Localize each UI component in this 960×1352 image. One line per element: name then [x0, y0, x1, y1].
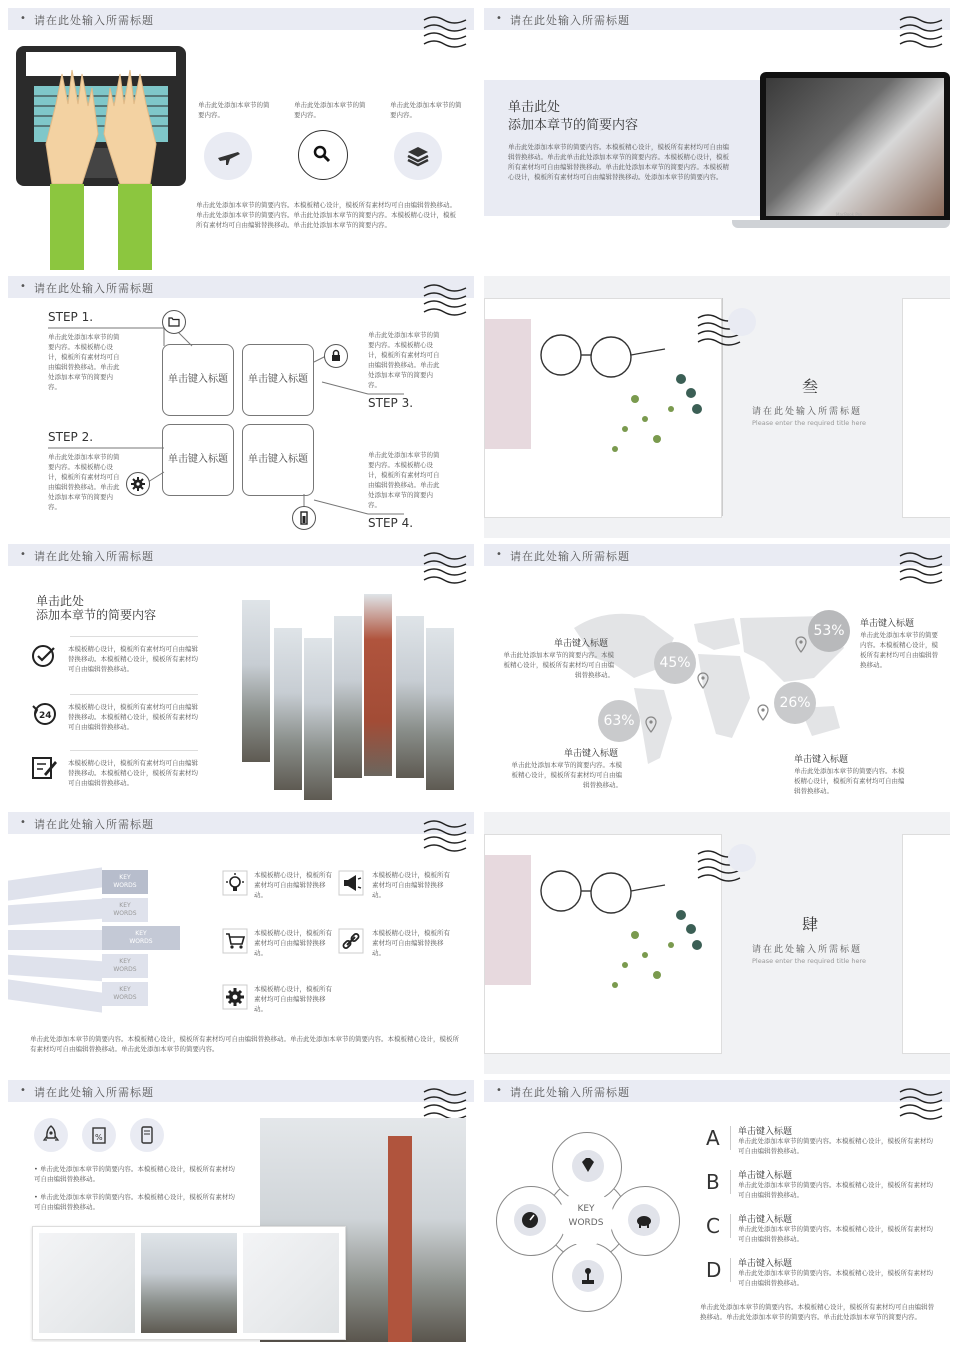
letter-d: D [706, 1258, 722, 1282]
keyword-label-2: KEY WORDS [102, 898, 148, 922]
slide-header: • 请在此处输入所需标题 [8, 544, 474, 566]
step-4-text: 单击此处添加本章节的简要内容。本模板精心设计，模板所有素材均可自由编辑替换移动。单击此处添加本章节的简要内容。 [368, 451, 440, 509]
step-2-label: STEP 2. [48, 430, 94, 444]
text-3: 单击此处添加本章节的简要内容。本模板精心设计，模板所有素材均可自由编辑替换移动。 [511, 761, 622, 789]
keyword-label-4: KEY WORDS [102, 954, 148, 978]
slide-header: • 请在此处输入所需标题 [8, 812, 474, 834]
divider-3 [70, 750, 198, 751]
item-text-2: 本模板精心设计，模板所有素材均可自由编辑替换移动。本模板精心设计，模板所有素材均可自由编辑替换移动。 [68, 703, 198, 731]
feature-5-text: 本模板精心设计，模板所有素材均可自由编辑替换移动。 [254, 985, 332, 1013]
bridge-strip-1 [242, 600, 270, 762]
pin-icon [696, 672, 710, 690]
discount-icon [82, 1118, 116, 1152]
piggy-bank-icon [628, 1204, 660, 1236]
header-title: 请在此处输入所需标题 [34, 550, 154, 563]
divider-2 [70, 694, 198, 695]
item-text-1: 本模板精心设计，模板所有素材均可自由编辑替换移动。本模板精心设计，模板所有素材均可自由编辑替换移动。 [68, 645, 198, 673]
text-d: 单击此处添加本章节的简要内容。本模板精心设计，模板所有素材均可自由编辑替换移动。 [738, 1269, 933, 1287]
diamond-icon [572, 1150, 604, 1182]
lightbulb-icon [222, 870, 248, 896]
feature-3-text: 本模板精心设计，模板所有素材均可自由编辑替换移动。 [254, 929, 332, 957]
text-1: 单击此处添加本章节的简要内容。本模板精心设计，模板所有素材均可自由编辑替换移动。 [503, 651, 614, 679]
layers-icon [394, 132, 442, 180]
letter-c: C [706, 1214, 720, 1238]
divider-1 [70, 636, 198, 637]
key-bar-1 [8, 867, 102, 900]
label-1: 单击键入标题 [554, 639, 609, 649]
step-1-label: STEP 1. [48, 310, 94, 324]
stat-45-value: 45% [659, 655, 691, 671]
rocket-icon [34, 1118, 68, 1152]
bridge-tower [388, 1136, 412, 1342]
wave-decoration [422, 14, 468, 48]
bridge-strip-4 [334, 616, 362, 778]
divider-d [730, 1258, 731, 1282]
key-bar-4 [8, 955, 102, 982]
slide-header: • 请在此处输入所需标题 [484, 544, 950, 566]
step-2-text: 单击此处添加本章节的简要内容。本模板精心设计，模板所有素材均可自由编辑替换移动。单击此处添加本章节的简要内容。 [48, 453, 120, 511]
keyword-label-1: KEY WORDS [102, 870, 148, 894]
svg-text:24: 24 [39, 711, 52, 721]
feature-1-text: 本模板精心设计，模板所有素材均可自由编辑替换移动。 [254, 871, 332, 899]
wave-decoration [898, 1086, 944, 1120]
feature-text-2: 单击此处添加本章节的简要内容。 [294, 101, 366, 119]
slide-9 [8, 1080, 474, 1342]
stat-bubble-45 [654, 642, 696, 684]
glasses-illustration [485, 835, 721, 1053]
step-box-4: 单击键入标题 [242, 424, 314, 496]
slide-4 [484, 276, 950, 538]
key-bar-2 [8, 899, 102, 926]
label-3: 单击键入标题 [564, 749, 619, 759]
slide-3 [8, 276, 474, 538]
lock-icon [324, 344, 348, 368]
divider-b [730, 1170, 731, 1194]
section-english: Please enter the required title here [752, 957, 867, 965]
step-box-1: 单击键入标题 [162, 344, 234, 416]
body-paragraph: 单击此处添加本章节的简要内容。本模板精心设计，模板所有素材均可自由编辑替换移动。单击此处添加本章节的简要内容。单击此处添加本章节的简要内容。本模板精心设计，模板所有素材均可自由编辑替换移动。单击此处添加本章节的简要内容。 [196, 201, 456, 229]
slide-5 [8, 544, 474, 806]
header-title: 请在此处输入所需标题 [34, 818, 154, 831]
center-key: KEY [577, 1204, 595, 1214]
stat-26-value: 26% [779, 695, 811, 711]
stat-53-value: 53% [813, 623, 845, 639]
title-1: 单击此处 [36, 594, 85, 608]
header-title: 请在此处输入所需标题 [510, 550, 630, 563]
panel-paragraph: 单击此处添加本章节的简要内容。本模板精心设计，模板所有素材均可自由编辑替换移动。单击此单击此处添加本章节的简要内容。本模板精心设计，模板所有素材均可自由编辑替换移动。单击此处添加本章节的简要内容。本模板精心设计，模板所有素材均可自由编辑替换移动。处添加本章节的简要内容。 [508, 143, 729, 181]
step-3-text: 单击此处添加本章节的简要内容。本模板精心设计，模板所有素材均可自由编辑替换移动。单击此处添加本章节的简要内容。 [368, 331, 440, 389]
bridge-strip-3 [304, 638, 332, 800]
label-c: 单击键入标题 [738, 1215, 793, 1225]
header-title: 请在此处输入所需标题 [34, 282, 154, 295]
24h-icon [30, 700, 58, 728]
text-a: 单击此处添加本章节的简要内容。本模板精心设计，模板所有素材均可自由编辑替换移动。 [738, 1137, 933, 1155]
wave-decoration [422, 1086, 468, 1120]
section-subtitle: 请在此处输入所需标题 [752, 945, 863, 955]
section-numeral: 肆 [802, 915, 819, 934]
slide-7 [8, 812, 474, 1074]
label-a: 单击键入标题 [738, 1127, 793, 1137]
title-2: 添加本章节的简要内容 [36, 608, 157, 622]
item-text-3: 本模板精心设计，模板所有素材均可自由编辑替换移动。本模板精心设计，模板所有素材均可自由编辑替换移动。 [68, 759, 198, 787]
text-4: 单击此处添加本章节的简要内容。本模板精心设计，模板所有素材均可自由编辑替换移动。 [794, 767, 905, 795]
key-bar-5 [8, 979, 102, 1012]
letter-a: A [706, 1126, 720, 1150]
feature-text-3: 单击此处添加本章节的简要内容。 [390, 101, 462, 119]
bullet-text-1: • 单击此处添加本章节的简要内容。本模板精心设计，模板所有素材均可自由编辑替换移动。 [34, 1165, 235, 1183]
slide-header: • 请在此处输入所需标题 [8, 8, 474, 30]
glasses-flowers-photo [484, 834, 722, 1054]
slide-header: • 请在此处输入所需标题 [8, 276, 474, 298]
wave-decoration [422, 550, 468, 584]
laptop-brand: MacBook Pro [836, 212, 862, 217]
folder-icon [162, 310, 186, 334]
wave-decoration [422, 818, 468, 852]
panel-title-2: 添加本章节的简要内容 [508, 118, 639, 133]
pin-icon [794, 636, 808, 654]
side-photo [902, 298, 950, 518]
bridge-strip-5 [364, 594, 392, 776]
step-box-3: 单击键入标题 [162, 424, 234, 496]
wave-decoration [898, 550, 944, 584]
laptop-photo [760, 72, 950, 220]
panel-title-1: 单击此处 [508, 100, 561, 115]
divider-c [730, 1214, 731, 1238]
speedometer-icon [514, 1204, 546, 1236]
laptop-hands-illustration [12, 44, 192, 270]
laptop-base [732, 220, 950, 228]
wave-decoration [898, 14, 944, 48]
check-icon [30, 642, 58, 670]
photo-strip [32, 1226, 346, 1340]
edit-icon [30, 754, 58, 782]
pin-icon [644, 716, 658, 734]
label-2: 单击键入标题 [860, 619, 915, 629]
slide-8 [484, 812, 950, 1074]
pin-icon [756, 704, 770, 722]
label-d: 单击键入标题 [738, 1259, 793, 1269]
slide-header: • 请在此处输入所需标题 [8, 1080, 474, 1102]
slide-2 [484, 8, 950, 270]
bridge-strip-2 [274, 628, 302, 790]
bridge-strip-7 [426, 628, 454, 790]
step-1-text: 单击此处添加本章节的简要内容。本模板精心设计，模板所有素材均可自由编辑替换移动。单击此处添加本章节的简要内容。 [48, 333, 120, 391]
slide-header: • 请在此处输入所需标题 [484, 8, 950, 30]
feature-4-text: 本模板精心设计，模板所有素材均可自由编辑替换移动。 [372, 929, 450, 957]
decor-circle [728, 308, 756, 336]
slide-10 [484, 1080, 950, 1342]
svg-text:%: % [95, 1133, 103, 1142]
header-title: 请在此处输入所需标题 [510, 14, 630, 27]
key-bar-3 [8, 930, 102, 950]
slide-1 [8, 8, 474, 270]
step-3-label: STEP 3. [368, 396, 414, 410]
stat-bubble-26 [774, 682, 816, 724]
stat-63-value: 63% [603, 713, 635, 729]
thumb-glasses-2 [243, 1233, 339, 1333]
text-b: 单击此处添加本章节的简要内容。本模板精心设计，模板所有素材均可自由编辑替换移动。 [738, 1181, 933, 1199]
cart-icon [222, 928, 248, 954]
slide-header: • 请在此处输入所需标题 [484, 1080, 950, 1102]
link-icon [338, 928, 364, 954]
label-b: 单击键入标题 [738, 1171, 793, 1181]
header-title: 请在此处输入所需标题 [34, 1086, 154, 1099]
battery-icon [292, 506, 316, 530]
header-title: 请在此处输入所需标题 [34, 14, 154, 27]
gear-icon [126, 472, 150, 496]
header-title: 请在此处输入所需标题 [510, 1086, 630, 1099]
key-icon [298, 130, 348, 180]
gear-icon [222, 984, 248, 1010]
decor-circle [728, 844, 756, 872]
stat-bubble-63 [598, 700, 640, 742]
section-english: Please enter the required title here [752, 419, 867, 427]
laptop-screen [766, 78, 944, 216]
keyword-label-3: KEY WORDS [102, 926, 180, 950]
thumb-glasses-1 [39, 1233, 135, 1333]
section-subtitle: 请在此处输入所需标题 [752, 407, 863, 417]
step-4-label: STEP 4. [368, 516, 414, 530]
side-photo [902, 834, 950, 1054]
glasses-illustration [485, 299, 721, 517]
thumb-bridge [141, 1233, 237, 1333]
megaphone-icon [338, 870, 364, 896]
glasses-flowers-photo [484, 298, 722, 518]
feature-text-1: 单击此处添加本章节的简要内容。 [198, 101, 270, 119]
section-numeral: 叁 [802, 377, 819, 396]
feature-2-text: 本模板精心设计，模板所有素材均可自由编辑替换移动。 [372, 871, 450, 899]
mobile-icon [130, 1118, 164, 1152]
center-words: WORDS [568, 1218, 604, 1228]
bullet-text-2: • 单击此处添加本章节的简要内容。本模板精心设计，模板所有素材均可自由编辑替换移动。 [34, 1193, 235, 1211]
bottom-paragraph: 单击此处添加本章节的简要内容。本模板精心设计，模板所有素材均可自由编辑替换移动。单击此处添加本章节的简要内容。单击此处添加本章节的简要内容。 [700, 1303, 934, 1321]
joystick-icon [572, 1260, 604, 1292]
airplane-icon [204, 132, 252, 180]
bridge-strip-6 [396, 616, 424, 778]
slide-6 [484, 544, 950, 806]
text-2: 单击此处添加本章节的简要内容。本模板精心设计，模板所有素材均可自由编辑替换移动。 [860, 631, 938, 669]
label-4: 单击键入标题 [794, 755, 849, 765]
keyword-label-5: KEY WORDS [102, 982, 148, 1006]
step-box-2: 单击键入标题 [242, 344, 314, 416]
bottom-paragraph: 单击此处添加本章节的简要内容。本模板精心设计，模板所有素材均可自由编辑替换移动。单击此处添加本章节的简要内容。本模板精心设计，模板所有素材均可自由编辑替换移动。单击此处添加本章节的简要内容。 [30, 1035, 459, 1053]
text-c: 单击此处添加本章节的简要内容。本模板精心设计，模板所有素材均可自由编辑替换移动。 [738, 1225, 933, 1243]
divider-a [730, 1126, 731, 1150]
letter-b: B [706, 1170, 720, 1194]
stat-bubble-53 [808, 610, 850, 652]
